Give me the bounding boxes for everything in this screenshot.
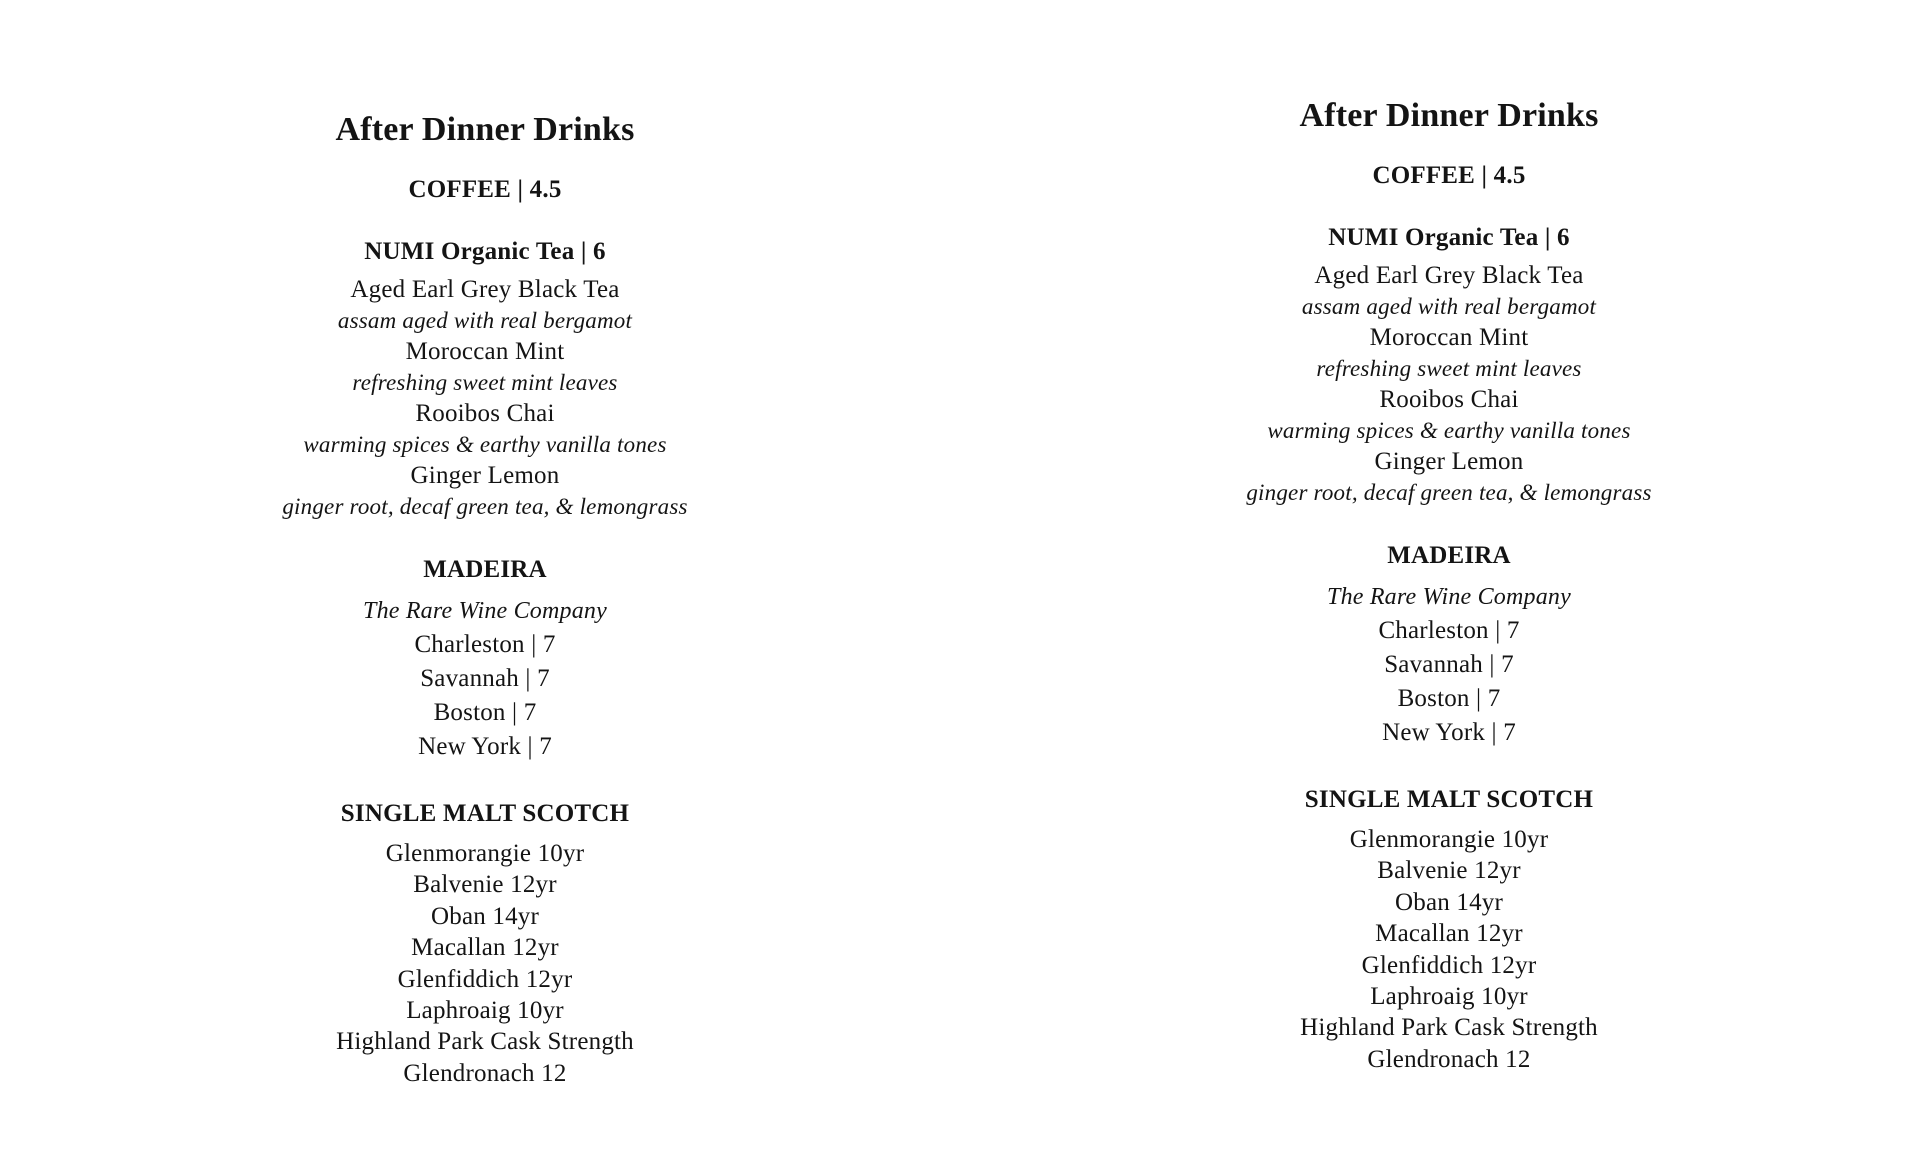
scotch-heading: SINGLE MALT SCOTCH: [340, 800, 630, 827]
scotch-item: Macallan 12yr: [411, 934, 559, 962]
tea-item: [1139, 384, 1759, 446]
menu-panel-right: [1139, 90, 1759, 1075]
madeira-heading: MADEIRA: [423, 556, 547, 583]
scotch-item: Balvenie 12yr: [1377, 857, 1521, 885]
tea-description: assam aged with real bergamot: [1301, 294, 1597, 319]
tea-item: [175, 398, 795, 460]
tea-heading: NUMI Organic Tea | 6: [1328, 224, 1570, 251]
menu-panel-left: [175, 104, 795, 1089]
tea-name: Rooibos Chai: [415, 400, 555, 427]
tea-item: [175, 460, 795, 522]
coffee-heading: COFFEE | 4.5: [408, 176, 562, 203]
tea-name: Aged Earl Grey Black Tea: [350, 276, 620, 303]
scotch-item: Glendronach 12: [403, 1059, 567, 1087]
tea-description: ginger root, decaf green tea, & lemongrass: [282, 494, 688, 519]
madeira-item: Savannah | 7: [420, 665, 550, 692]
tea-name: Aged Earl Grey Black Tea: [1314, 262, 1584, 289]
madeira-heading: MADEIRA: [1387, 542, 1511, 569]
scotch-item: Laphroaig 10yr: [1370, 983, 1528, 1011]
scotch-item: Glenfiddich 12yr: [1361, 951, 1537, 979]
madeira-producer: The Rare Wine Company: [363, 598, 607, 624]
madeira-producer: The Rare Wine Company: [1327, 584, 1571, 610]
tea-item: [1139, 322, 1759, 384]
tea-name: Moroccan Mint: [405, 338, 565, 365]
tea-description: warming spices & earthy vanilla tones: [1267, 418, 1631, 443]
madeira-list: [1139, 580, 1759, 750]
scotch-item: Glendronach 12: [1367, 1045, 1531, 1073]
madeira-item: New York | 7: [418, 733, 552, 760]
scotch-item: Oban 14yr: [430, 902, 540, 930]
madeira-item: Charleston | 7: [1378, 617, 1520, 644]
tea-description: assam aged with real bergamot: [337, 308, 633, 333]
scotch-item: Balvenie 12yr: [413, 871, 557, 899]
tea-description: refreshing sweet mint leaves: [352, 370, 618, 395]
scotch-item: Macallan 12yr: [1375, 920, 1523, 948]
menu-title: After Dinner Drinks: [335, 111, 635, 148]
scotch-heading: SINGLE MALT SCOTCH: [1304, 786, 1594, 813]
scotch-item: Laphroaig 10yr: [406, 997, 564, 1025]
tea-name: Ginger Lemon: [1374, 448, 1524, 475]
tea-description: ginger root, decaf green tea, & lemongrass: [1246, 480, 1652, 505]
madeira-item: Boston | 7: [433, 699, 537, 726]
scotch-item: Highland Park Cask Strength: [1300, 1014, 1598, 1042]
scotch-item: Highland Park Cask Strength: [336, 1028, 634, 1056]
scotch-item: Glenfiddich 12yr: [397, 965, 573, 993]
tea-item: [175, 336, 795, 398]
tea-description: warming spices & earthy vanilla tones: [303, 432, 667, 457]
tea-list: [175, 274, 795, 522]
scotch-item: Glenmorangie 10yr: [385, 840, 585, 867]
tea-item: [175, 274, 795, 336]
coffee-heading: COFFEE | 4.5: [1372, 162, 1526, 189]
tea-name: Rooibos Chai: [1379, 386, 1519, 413]
madeira-item: Savannah | 7: [1384, 651, 1514, 678]
scotch-item: Oban 14yr: [1394, 888, 1504, 916]
madeira-item: New York | 7: [1382, 719, 1516, 746]
tea-name: Moroccan Mint: [1369, 324, 1529, 351]
tea-description: refreshing sweet mint leaves: [1316, 356, 1582, 381]
tea-item: [1139, 260, 1759, 322]
madeira-list: [175, 594, 795, 764]
scotch-item: Glenmorangie 10yr: [1349, 826, 1549, 853]
menu-title: After Dinner Drinks: [1299, 97, 1599, 134]
tea-heading: NUMI Organic Tea | 6: [364, 238, 606, 265]
scotch-list: [175, 838, 795, 1089]
madeira-item: Boston | 7: [1397, 685, 1501, 712]
tea-list: [1139, 260, 1759, 508]
scotch-list: [1139, 824, 1759, 1075]
tea-name: Ginger Lemon: [410, 462, 560, 489]
tea-item: [1139, 446, 1759, 508]
madeira-item: Charleston | 7: [414, 631, 556, 658]
